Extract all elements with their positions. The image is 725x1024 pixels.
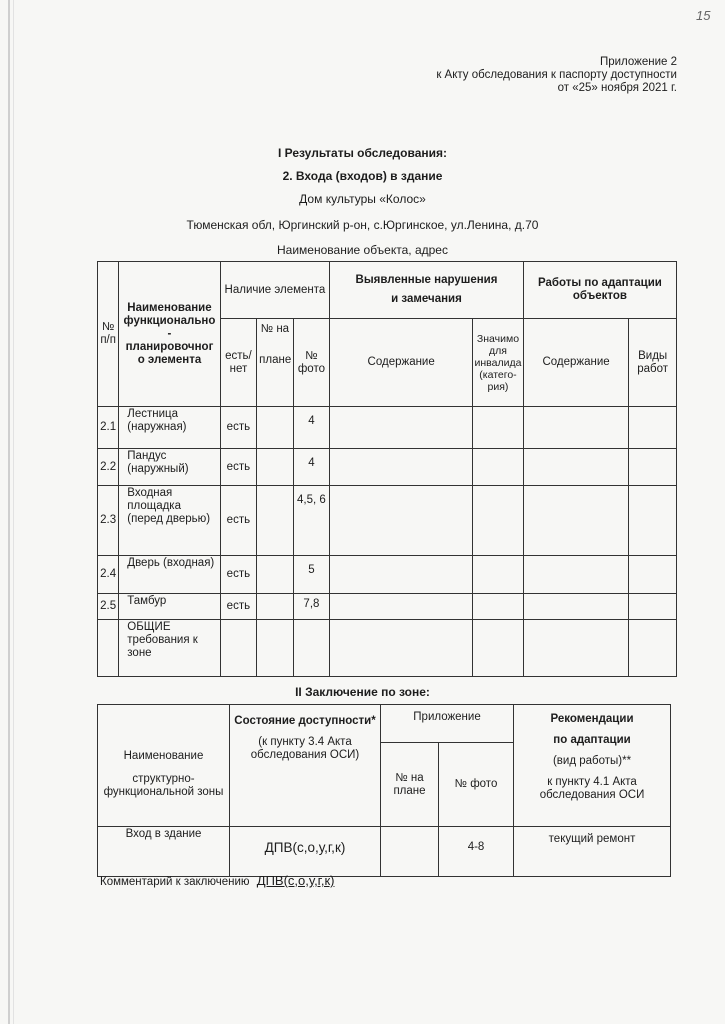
appendix-line-3: от «25» ноября 2021 г. bbox=[557, 82, 677, 94]
table-row bbox=[98, 449, 677, 486]
table-row bbox=[98, 620, 677, 677]
header-plan-no: № на плане bbox=[381, 743, 439, 827]
zone-name-cell: Вход в здание bbox=[98, 827, 230, 877]
row-content bbox=[330, 449, 473, 486]
row-has: есть bbox=[220, 594, 257, 620]
header-zone-name: Наименование структурно-функциональной зоны bbox=[98, 705, 230, 827]
row-has: есть bbox=[220, 407, 257, 449]
header-violations: Выявленные нарушения и замечания bbox=[330, 262, 524, 319]
row-photo: 4 bbox=[293, 449, 330, 486]
row-content bbox=[330, 407, 473, 449]
row-name: Пандус (наружный) bbox=[119, 449, 220, 486]
row-has: есть bbox=[220, 486, 257, 556]
row-significance bbox=[473, 620, 524, 677]
row-works-content bbox=[523, 407, 628, 449]
header-recommendations: Рекомендации по адаптации (вид работы)** к пункту 4.1 Акта обследования ОСИ bbox=[514, 705, 671, 827]
conclusion-comment bbox=[100, 873, 334, 888]
table-row bbox=[98, 594, 677, 620]
section-title-conclusion: II Заключение по зоне: bbox=[295, 685, 430, 699]
row-works-types bbox=[629, 594, 677, 620]
header-photo-no: № фото bbox=[439, 743, 514, 827]
appendix-line-2: к Акту обследования к паспорту доступности bbox=[436, 69, 677, 81]
header-works-content: Содержание bbox=[523, 319, 628, 407]
row-num: 2.4 bbox=[98, 556, 119, 594]
row-num: 2.2 bbox=[98, 449, 119, 486]
row-has: есть bbox=[220, 556, 257, 594]
row-significance bbox=[473, 556, 524, 594]
header-works: Работы по адаптации объектов bbox=[523, 262, 676, 319]
accessibility-state-cell: ДПВ(с,о,у,г,к) bbox=[230, 827, 381, 877]
header-appendix: Приложение bbox=[381, 705, 514, 743]
row-works-types bbox=[629, 449, 677, 486]
header-significance: Значимо для инвалида (катего-рия) bbox=[473, 319, 524, 407]
row-works-types bbox=[629, 556, 677, 594]
row-works-content bbox=[523, 620, 628, 677]
row-has bbox=[220, 620, 257, 677]
row-num: 2.3 bbox=[98, 486, 119, 556]
row-name: Тамбур bbox=[119, 594, 220, 620]
row-works-types bbox=[629, 620, 677, 677]
header-num: № п/п bbox=[98, 262, 119, 407]
row-plan bbox=[257, 594, 294, 620]
header-content: Содержание bbox=[330, 319, 473, 407]
survey-results-table bbox=[97, 261, 677, 677]
row-significance bbox=[473, 449, 524, 486]
header-accessibility-state: Состояние доступности* (к пункту 3.4 Акта обследования ОСИ) bbox=[230, 705, 381, 827]
appendix-line-1: Приложение 2 bbox=[599, 56, 677, 68]
row-works-types bbox=[629, 407, 677, 449]
row-significance bbox=[473, 594, 524, 620]
row-works-types bbox=[629, 486, 677, 556]
object-name: Дом культуры «Колос» bbox=[299, 192, 426, 206]
row-content bbox=[330, 594, 473, 620]
photo-no-cell: 4-8 bbox=[439, 827, 514, 877]
row-name: Лестница (наружная) bbox=[119, 407, 220, 449]
comment-value: ДПВ(с,о,у,г,к) bbox=[256, 873, 335, 888]
header-plan-no: № на плане bbox=[257, 319, 294, 407]
row-works-content bbox=[523, 449, 628, 486]
table-row bbox=[98, 407, 677, 449]
row-name: Входная площадка (перед дверью) bbox=[119, 486, 220, 556]
object-caption: Наименование объекта, адрес bbox=[277, 243, 448, 257]
header-presence: Наличие элемента bbox=[220, 262, 330, 319]
table-row bbox=[98, 556, 677, 594]
recommendation-cell: текущий ремонт bbox=[514, 827, 671, 877]
row-plan bbox=[257, 620, 294, 677]
plan-no-cell bbox=[381, 827, 439, 877]
row-content bbox=[330, 620, 473, 677]
row-num: 2.5 bbox=[98, 594, 119, 620]
row-content bbox=[330, 556, 473, 594]
row-significance bbox=[473, 407, 524, 449]
header-element-name: Наименование функционально - планировочног о элемента bbox=[119, 262, 220, 407]
row-num: 2.1 bbox=[98, 407, 119, 449]
comment-label: Комментарий к заключению bbox=[100, 876, 250, 888]
header-works-types: Виды работ bbox=[629, 319, 677, 407]
table-row bbox=[98, 486, 677, 556]
row-photo: 7,8 bbox=[293, 594, 330, 620]
row-has: есть bbox=[220, 449, 257, 486]
handwritten-page-number: 15 bbox=[696, 8, 711, 23]
object-address: Тюменская обл, Юргинский р-он, с.Юргинское, ул.Ленина, д.70 bbox=[186, 218, 539, 232]
row-photo: 4,5, 6 bbox=[293, 486, 330, 556]
section-title-results: I Результаты обследования: bbox=[277, 146, 448, 160]
row-works-content bbox=[523, 594, 628, 620]
row-photo bbox=[293, 620, 330, 677]
section-title-entrances: 2. Входа (входов) в здание bbox=[282, 169, 443, 183]
header-photo-no: № фото bbox=[293, 319, 330, 407]
row-plan bbox=[257, 556, 294, 594]
row-significance bbox=[473, 486, 524, 556]
row-name: Дверь (входная) bbox=[119, 556, 220, 594]
row-photo: 5 bbox=[293, 556, 330, 594]
row-name: ОБЩИЕ требования к зоне bbox=[119, 620, 220, 677]
row-plan bbox=[257, 407, 294, 449]
row-photo: 4 bbox=[293, 407, 330, 449]
appendix-reference bbox=[436, 56, 677, 95]
row-works-content bbox=[523, 486, 628, 556]
row-content bbox=[330, 486, 473, 556]
row-plan bbox=[257, 449, 294, 486]
header-has: есть/ нет bbox=[220, 319, 257, 407]
row-num bbox=[98, 620, 119, 677]
row-works-content bbox=[523, 556, 628, 594]
table-row bbox=[98, 827, 671, 877]
row-plan bbox=[257, 486, 294, 556]
zone-conclusion-table bbox=[97, 704, 671, 877]
